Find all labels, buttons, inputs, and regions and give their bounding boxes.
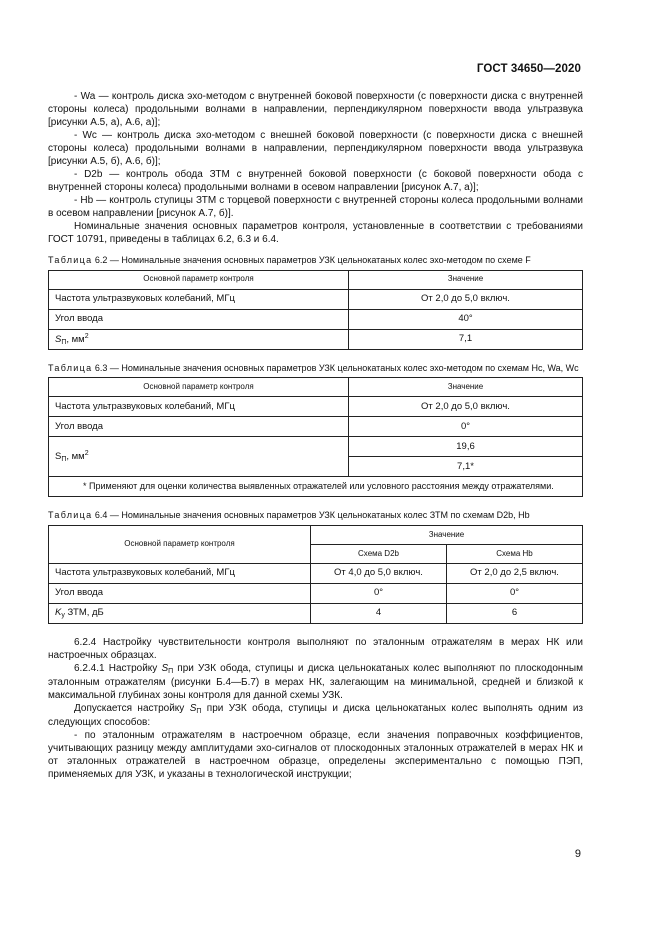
table-caption — [48, 363, 583, 375]
table-cell: 19,6 — [349, 437, 583, 457]
table-cell: Угол ввода — [49, 309, 349, 329]
column-header: Схема Hb — [447, 545, 583, 564]
table-cell: 0° — [349, 417, 583, 437]
table-cell: 7,1 — [349, 329, 583, 349]
table-row — [49, 329, 583, 349]
page-content — [48, 90, 583, 781]
list-item: - по эталонным отражателям в настроечном образце, если значения поправочных коэффициентов, учитывающих разницу между амплитудами эхо-сигналов от плоскодонных эталонных отражателей в мерах НК и от эталонных отражателей в настроечном образце, определены экспериментально с помощью ПЭП, применяемых для УЗК, и указаны в технологической инструкции; — [48, 730, 583, 781]
column-header: Значение — [311, 526, 583, 545]
table-row — [49, 397, 583, 417]
table-cell: 40° — [349, 309, 583, 329]
table-label: Таблица — [48, 255, 93, 265]
list-item: - D2b — контроль обода ЗТМ с внутренней боковой поверхности (с боковой поверхности обода с внутренней стороны колеса) продольными волнами в осевом направлении [рисунок А.7, а)]; — [48, 169, 583, 193]
table-cell: Частота ультразвуковых колебаний, МГц — [49, 289, 349, 309]
paragraph: 6.2.4 Настройку чувствительности контроля выполняют по эталонным отражателям в мерах НК или настроечных образцах. — [48, 637, 583, 662]
table-row — [49, 564, 583, 584]
table-cell: От 4,0 до 5,0 включ. — [311, 564, 447, 584]
table-cell: От 2,0 до 5,0 включ. — [349, 397, 583, 417]
table-cell: Угол ввода — [49, 584, 311, 604]
document-header: ГОСТ 34650—2020 — [476, 63, 581, 75]
table-row — [49, 289, 583, 309]
column-header: Схема D2b — [311, 545, 447, 564]
table-cell: $S_П$, $мм^2$ — [49, 437, 349, 477]
table-footnote: * Применяют для оценки количества выявленных отражателей или условного расстояния между отражателями. — [49, 477, 583, 497]
table-cell: Частота ультразвуковых колебаний, МГц — [49, 564, 311, 584]
table-6-3 — [48, 377, 583, 497]
list-item: - Hb — контроль ступицы ЗТМ с торцевой поверхности с внутренней стороны колеса продольными волнами в осевом направлении [рисунок А.7, б)]. — [48, 195, 583, 219]
table-row — [49, 584, 583, 604]
table-row — [49, 309, 583, 329]
table-6-2 — [48, 270, 583, 350]
table-caption-text: 6.2 — Номинальные значения основных параметров УЗК цельнокатаных колес эхо-методом по схеме F — [92, 255, 531, 265]
table-caption-text: 6.4 — Номинальные значения основных параметров УЗК цельнокатаных колес ЗТМ по схемам D2b, Hb — [92, 510, 530, 521]
page-number: 9 — [574, 848, 581, 860]
paragraph: 6.2.4.1 Настройку $S_П$ при УЗК обода, ступицы и диска цельнокатаных колес выполняют по плоскодонным эталонным отражателям (рисунки Б.4—Б.7) в мерах НК, залегающим на минимальной, средней и близкой к максимальной глубинах зоны контроля для данной схемы УЗК. — [48, 663, 583, 702]
column-header: Значение — [349, 270, 583, 289]
table-cell: Частота ультразвуковых колебаний, МГц — [49, 397, 349, 417]
table-row — [49, 437, 583, 457]
paragraph: Номинальные значения основных параметров контроля, установленные в соответствии с требованиями ГОСТ 10791, приведены в таблицах 6.2, 6.3 и 6.4. — [48, 221, 583, 245]
table-label: Таблица — [48, 510, 93, 521]
table-cell: 0° — [447, 584, 583, 604]
column-header: Значение — [349, 378, 583, 397]
table-row — [49, 417, 583, 437]
table-cell: 0° — [311, 584, 447, 604]
table-cell: $K_у$ ЗТМ, дБ — [49, 604, 311, 624]
table-cell: От 2,0 до 5,0 включ. — [349, 289, 583, 309]
table-caption-text: 6.3 — Номинальные значения основных параметров УЗК цельнокатаных колес эхо-методом по схемам Hc, Wa, Wc — [92, 362, 579, 373]
table-cell: От 2,0 до 2,5 включ. — [447, 564, 583, 584]
table-caption — [48, 255, 583, 267]
table-cell: 4 — [311, 604, 447, 624]
table-caption — [48, 510, 583, 522]
paragraph: Допускается настройку $S_П$ при УЗК обода, ступицы и диска цельнокатаных колес выполнять одним из следующих способов: — [48, 703, 583, 729]
table-6-4 — [48, 525, 583, 624]
table-cell: 7,1* — [349, 457, 583, 477]
list-item: - Wa — контроль диска эхо-методом с внутренней боковой поверхности (с поверхности диска с внутренней стороны колеса) продольными волнами в направлении, перпендикулярном поверхности ввода ультразвука [рисунки А.5, а), А.6, а)]; — [48, 91, 583, 128]
table-row — [49, 477, 583, 497]
table-label: Таблица — [48, 362, 93, 373]
table-cell: $S_П$, $мм^2$ — [49, 329, 349, 349]
table-row — [49, 604, 583, 624]
column-header: Основной параметр контроля — [49, 270, 349, 289]
table-cell: 6 — [447, 604, 583, 624]
column-header: Основной параметр контроля — [49, 526, 311, 564]
list-item: - Wc — контроль диска эхо-методом с внешней боковой поверхности (с поверхности диска с внешней стороны колеса) продольными волнами в направлении, перпендикулярном поверхности ввода ультразвука [рисунки А.5, б), А.6, б)]; — [48, 130, 583, 167]
column-header: Основной параметр контроля — [49, 378, 349, 397]
table-cell: Угол ввода — [49, 417, 349, 437]
